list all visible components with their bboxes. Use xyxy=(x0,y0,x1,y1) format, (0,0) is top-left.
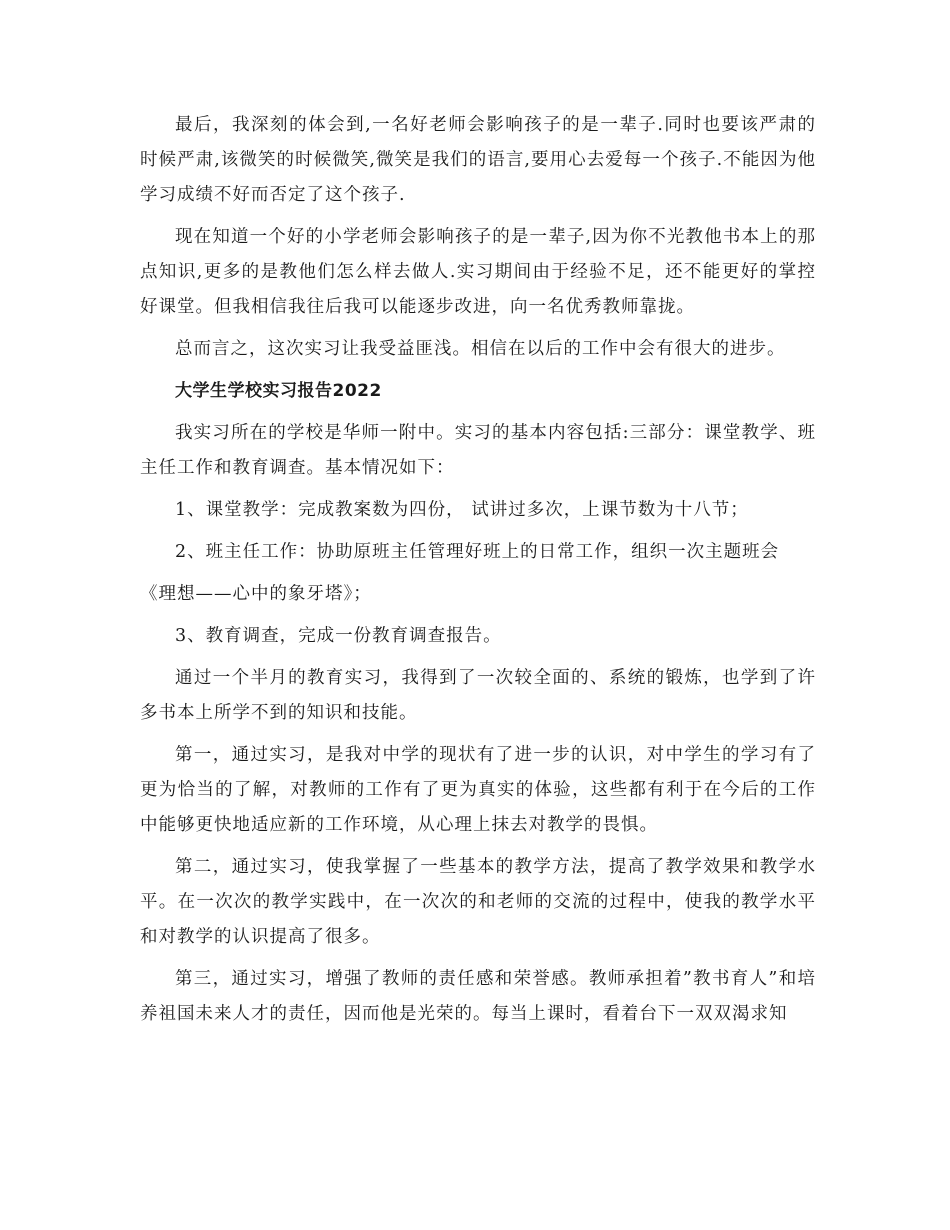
paragraph: 最后，我深刻的体会到,一名好老师会影响孩子的是一辈子.同时也要该严肃的时候严肃,该微笑的时候微笑,微笑是我们的语言,要用心去爱每一个孩子.不能因为他学习成绩不好而否定了这个孩子. xyxy=(140,115,816,205)
list-item: 1、课堂教学：完成教案数为四份， 试讲过多次，上课节数为十八节； xyxy=(175,500,749,520)
paragraph: 现在知道一个好的小学老师会影响孩子的是一辈子,因为你不光教他书本上的那点知识,更多的是教他们怎么样去做人.实习期间由于经验不足，还不能更好的掌控好课堂。但我相信我往后我可以能逐步改进，向一名优秀教师靠拢。 xyxy=(140,227,816,317)
paragraph: 第二，通过实习，使我掌握了一些基本的教学方法，提高了教学效果和教学水平。在一次次的教学实践中，在一次次的和老师的交流的过程中，使我的教学水平和对教学的认识提高了很多。 xyxy=(140,857,816,947)
list-item-continuation: 《理想——心中的象牙塔》； xyxy=(140,584,372,604)
document-body xyxy=(140,108,816,1039)
section-heading: 大学生学校实习报告2022 xyxy=(175,381,382,401)
paragraph: 通过一个半月的教育实习，我得到了一次较全面的、系统的锻炼，也学到了许多书本上所学不到的知识和技能。 xyxy=(140,668,816,723)
paragraph: 我实习所在的学校是华师一附中。实习的基本内容包括:三部分：课堂教学、班主任工作和教育调查。基本情况如下： xyxy=(140,423,816,478)
paragraph: 总而言之，这次实习让我受益匪浅。相信在以后的工作中会有很大的进步。 xyxy=(175,339,786,359)
paragraph: 第三，通过实习，增强了教师的责任感和荣誉感。教师承担着”教书育人”和培养祖国未来人才的责任，因而他是光荣的。每当上课时，看着台下一双双渴求知 xyxy=(140,969,816,1024)
list-item: 2、班主任工作：协助原班主任管理好班上的日常工作，组织一次主题班会 xyxy=(175,542,780,562)
paragraph: 第一，通过实习，是我对中学的现状有了进一步的认识，对中学生的学习有了更为恰当的了解，对教师的工作有了更为真实的体验，这些都有利于在今后的工作中能够更快地适应新的工作环境，从心理上抹去对教学的畏惧。 xyxy=(140,745,816,835)
list-item: 3、教育调查，完成一份教育调查报告。 xyxy=(175,626,502,646)
